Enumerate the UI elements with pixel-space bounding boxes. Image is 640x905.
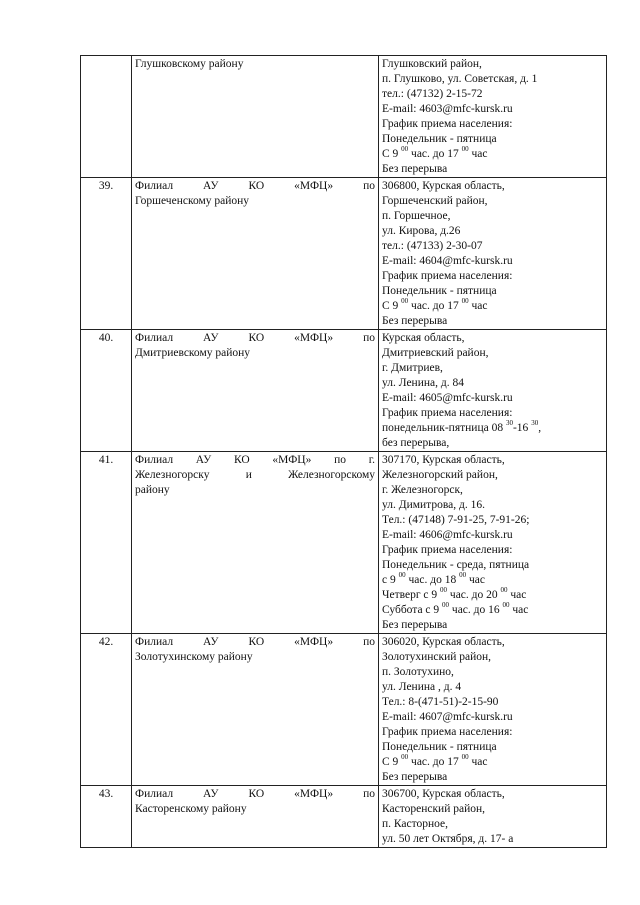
address-line: Суббота с 9 $^{00}$ час. до 16 $^{00}$ час xyxy=(382,601,529,616)
address-line: С 9 $^{00}$ час. до 17 $^{00}$ час xyxy=(382,145,488,160)
address-line: ул. Кирова, д.26 xyxy=(382,225,461,237)
address-line: понедельник-пятница 08 $^{30}$-16 $^{30}$, xyxy=(382,419,542,434)
address-line: ул. Ленина, д. 84 xyxy=(382,377,464,389)
address-line: Глушковский район, xyxy=(382,58,482,70)
branch-name-cell xyxy=(132,56,379,178)
address-line: с 9 $^{00}$ час. до 18 $^{00}$ час xyxy=(382,571,485,586)
branch-name-line: Горшеченскому району xyxy=(135,195,250,207)
address-line: п. Золотухино, xyxy=(382,666,454,678)
row-number: 42. xyxy=(81,634,132,786)
branch-address-cell xyxy=(379,786,607,848)
address-line: E-mail: 4606@mfc-kursk.ru xyxy=(382,529,513,541)
address-line: График приема населения: xyxy=(382,407,513,419)
row-number xyxy=(81,56,132,178)
address-line: ул. 50 лет Октября, д. 17- а xyxy=(382,833,514,845)
branch-name-line: Железногорску и Железногорскому xyxy=(135,469,375,481)
address-line: ул. Димитрова, д. 16. xyxy=(382,499,485,511)
address-line: E-mail: 4603@mfc-kursk.ru xyxy=(382,103,513,115)
address-line: п. Горшечное, xyxy=(382,210,451,222)
mfc-branches-table xyxy=(80,55,607,848)
table-row xyxy=(81,56,607,178)
address-line: Дмитриевский район, xyxy=(382,347,489,359)
document-page xyxy=(80,55,606,848)
address-line: Понедельник - пятница xyxy=(382,741,497,753)
address-line: Без перерыва xyxy=(382,619,448,631)
table-row xyxy=(81,330,607,452)
address-line: тел.: (47133) 2-30-07 xyxy=(382,240,483,252)
branch-address-cell xyxy=(379,634,607,786)
branch-name-line: Дмитриевскому району xyxy=(135,347,251,359)
branch-address-cell xyxy=(379,178,607,330)
branch-name-cell xyxy=(132,786,379,848)
table-row xyxy=(81,786,607,848)
branch-name-line: Филиал АУ КО «МФЦ» по г. xyxy=(135,454,375,466)
address-line: Понедельник - пятница xyxy=(382,285,497,297)
branch-name-line: Филиал АУ КО «МФЦ» по xyxy=(135,332,375,344)
address-line: E-mail: 4607@mfc-kursk.ru xyxy=(382,711,513,723)
address-line: п. Касторное, xyxy=(382,818,449,830)
branch-name-line: Филиал АУ КО «МФЦ» по xyxy=(135,636,375,648)
branch-address-cell xyxy=(379,56,607,178)
address-line: тел.: (47132) 2-15-72 xyxy=(382,88,483,100)
address-line: Курская область, xyxy=(382,332,465,344)
address-line: п. Глушково, ул. Советская, д. 1 xyxy=(382,73,538,85)
address-line: График приема населения: xyxy=(382,726,513,738)
table-row xyxy=(81,452,607,634)
branch-name-cell xyxy=(132,634,379,786)
table-row xyxy=(81,634,607,786)
address-line: Тел.: (47148) 7-91-25, 7-91-26; xyxy=(382,514,530,526)
table-row xyxy=(81,178,607,330)
address-line: г. Железногорск, xyxy=(382,484,463,496)
branch-address-cell xyxy=(379,330,607,452)
address-line: ул. Ленина , д. 4 xyxy=(382,681,462,693)
branch-name-cell xyxy=(132,178,379,330)
branch-name-line: Филиал АУ КО «МФЦ» по xyxy=(135,788,375,800)
address-line: г. Дмитриев, xyxy=(382,362,443,374)
branch-name-line: Золотухинскому району xyxy=(135,651,253,663)
address-line: Без перерыва xyxy=(382,315,448,327)
address-line: График приема населения: xyxy=(382,270,513,282)
address-line: Понедельник - пятница xyxy=(382,133,497,145)
branch-name-line: Филиал АУ КО «МФЦ» по xyxy=(135,180,375,192)
branch-name-line: району xyxy=(135,484,170,496)
row-number: 39. xyxy=(81,178,132,330)
address-line: Горшеченский район, xyxy=(382,195,488,207)
row-number: 41. xyxy=(81,452,132,634)
branch-name-cell xyxy=(132,330,379,452)
address-line: 306800, Курская область, xyxy=(382,180,505,192)
address-line: С 9 $^{00}$ час. до 17 $^{00}$ час xyxy=(382,753,488,768)
address-line: Понедельник - среда, пятница xyxy=(382,559,530,571)
address-line: Железногорский район, xyxy=(382,469,498,481)
address-line: 306700, Курская область, xyxy=(382,788,505,800)
address-line: Касторенский район, xyxy=(382,803,486,815)
address-line: без перерыва, xyxy=(382,437,450,449)
address-line: Четверг с 9 $^{00}$ час. до 20 $^{00}$ час xyxy=(382,586,527,601)
branch-name-line: Касторенскому району xyxy=(135,803,247,815)
address-line: 307170, Курская область, xyxy=(382,454,505,466)
address-line: С 9 $^{00}$ час. до 17 $^{00}$ час xyxy=(382,297,488,312)
address-line: Без перерыва xyxy=(382,163,448,175)
address-line: Золотухинский район, xyxy=(382,651,492,663)
branch-name-cell xyxy=(132,452,379,634)
address-line: График приема населения: xyxy=(382,118,513,130)
table-body xyxy=(81,56,607,848)
branch-name-line: Глушковскому району xyxy=(135,58,244,70)
address-line: Тел.: 8-(471-51)-2-15-90 xyxy=(382,696,499,708)
address-line: Без перерыва xyxy=(382,771,448,783)
address-line: 306020, Курская область, xyxy=(382,636,505,648)
address-line: E-mail: 4605@mfc-kursk.ru xyxy=(382,392,513,404)
branch-address-cell xyxy=(379,452,607,634)
row-number: 43. xyxy=(81,786,132,848)
row-number: 40. xyxy=(81,330,132,452)
address-line: E-mail: 4604@mfc-kursk.ru xyxy=(382,255,513,267)
address-line: График приема населения: xyxy=(382,544,513,556)
